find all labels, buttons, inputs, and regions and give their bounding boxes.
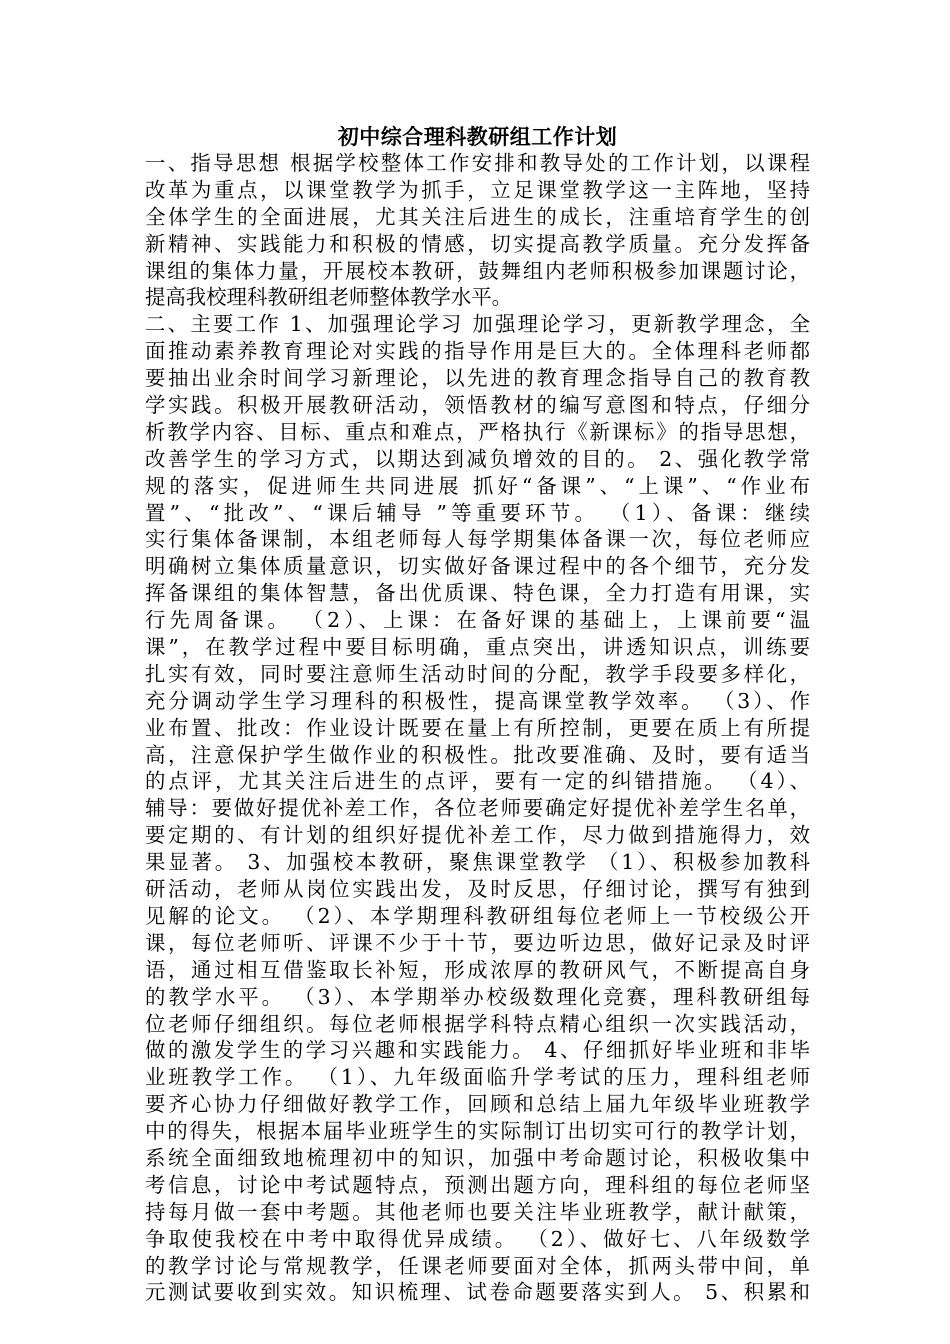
text-line: 挥备课组的集体智慧，备出优质课、特色课，全力打造有用课，实 [145,581,810,606]
text-line: 提高我校理科教研组老师整体教学水平。 [145,285,513,310]
text-line: 全体学生的全面进展，尤其关注后进生的成长，注重培育学生的创 [145,204,810,229]
text-line: 一、指导思想 根据学校整体工作安排和教导处的工作计划，以课程 [145,151,810,175]
text-line: 实行集体备课制，本组老师每人每学期集体备课一次，每位老师应 [145,527,810,552]
text-line: 果显著。 3、加强校本教研，聚焦课堂教学 （1）、积极参加教科 [145,850,810,875]
text-line: 析教学内容、目标、重点和难点，严格执行《新课标》的指导思想， [145,419,810,444]
text-line: 业布置、批改：作业设计既要在量上有所控制，更要在质上有所提 [145,715,810,740]
document-text [145,150,810,1306]
text-line: 要定期的、有计划的组织好提优补差工作，尽力做到措施得力，效 [145,823,810,848]
text-line: 课组的集体力量，开展校本教研，鼓舞组内老师积极参加课题讨论， [145,258,810,283]
text-line: 课”，在教学过程中要目标明确，重点突出，讲透知识点，训练要 [145,635,810,660]
text-line: 置”、“批改”、“课后辅导 ”等重要环节。 （1）、备课：继续 [145,500,810,525]
text-line: 新精神、实践能力和积极的情感，切实提高教学质量。充分发挥备 [145,231,810,256]
text-line: 的教学水平。 （3）、本学期举办校级数理化竞赛，理科教研组每 [145,984,810,1009]
text-line: 二、主要工作 1、加强理论学习 加强理论学习，更新教学理念，全 [145,312,810,337]
text-line: 见解的论文。 （2）、本学期理科教研组每位老师上一节校级公开 [145,903,810,928]
text-line: 持每月做一套中考题。其他老师也要关注毕业班教学，献计献策， [145,1199,810,1224]
text-line: 规的落实，促进师生共同进展 抓好“备课”、“上课”、“作业布 [145,473,810,498]
text-line: 元测试要收到实效。知识梳理、试卷命题要落实到人。 5、积累和 [145,1280,810,1305]
text-line: 考信息，讨论中考试题特点，预测出题方向，理科组的每位老师坚 [145,1172,810,1197]
text-line: 明确树立集体质量意识，切实做好备课过程中的各个细节，充分发 [145,554,810,579]
document-title: 初中综合理科教研组工作计划 [337,125,618,149]
text-line: 的点评，尤其关注后进生的点评，要有一定的纠错措施。 （4）、 [145,769,810,794]
text-line: 学实践。积极开展教研活动，领悟教材的编写意图和特点，仔细分 [145,393,810,418]
text-line: 扎实有效，同时要注意师生活动时间的分配，教学手段要多样化， [145,661,810,686]
text-line: 业班教学工作。 （1）、九年级面临升学考试的压力，理科组老师 [145,1065,810,1090]
text-line: 要齐心协力仔细做好教学工作，回顾和总结上届九年级毕业班教学 [145,1092,810,1117]
text-line: 行先周备课。 （2）、上课：在备好课的基础上，上课前要“温 [145,608,810,633]
text-line: 的教学讨论与常规教学，任课老师要面对全体，抓两头带中间，单 [145,1253,810,1278]
text-line: 位老师仔细组织。每位老师根据学科特点精心组织一次实践活动， [145,1011,810,1036]
text-line: 系统全面细致地梳理初中的知识，加强中考命题讨论，积极收集中 [145,1145,810,1170]
text-line: 改革为重点，以课堂教学为抓手，立足课堂教学这一主阵地，坚持 [145,177,810,202]
text-line: 争取使我校在中考中取得优异成绩。 （2）、做好七、八年级数学 [145,1226,810,1251]
text-line: 中的得失，根据本届毕业班学生的实际制订出切实可行的教学计划， [145,1119,810,1144]
text-line: 面推动素养教育理论对实践的指导作用是巨大的。全体理科老师都 [145,339,810,364]
document-body [145,124,810,1306]
text-line: 充分调动学生学习理科的积极性，提高课堂教学效率。 （3）、作 [145,688,810,713]
text-line: 研活动，老师从岗位实践出发，及时反思，仔细讨论，撰写有独到 [145,877,810,902]
text-line: 语，通过相互借鉴取长补短，形成浓厚的教研风气，不断提高自身 [145,957,810,982]
text-line: 高，注意保护学生做作业的积极性。批改要准确、及时，要有适当 [145,742,810,767]
text-line: 做的激发学生的学习兴趣和实践能力。 4、仔细抓好毕业班和非毕 [145,1038,810,1063]
text-line: 课，每位老师听、评课不少于十节，要边听边思，做好记录及时评 [145,930,810,955]
text-line: 要抽出业余时间学习新理论，以先进的教育理念指导自己的教育教 [145,366,810,391]
text-line: 改善学生的学习方式，以期达到减负增效的目的。 2、强化教学常 [145,446,810,471]
text-line: 辅导：要做好提优补差工作，各位老师要确定好提优补差学生名单， [145,796,810,821]
